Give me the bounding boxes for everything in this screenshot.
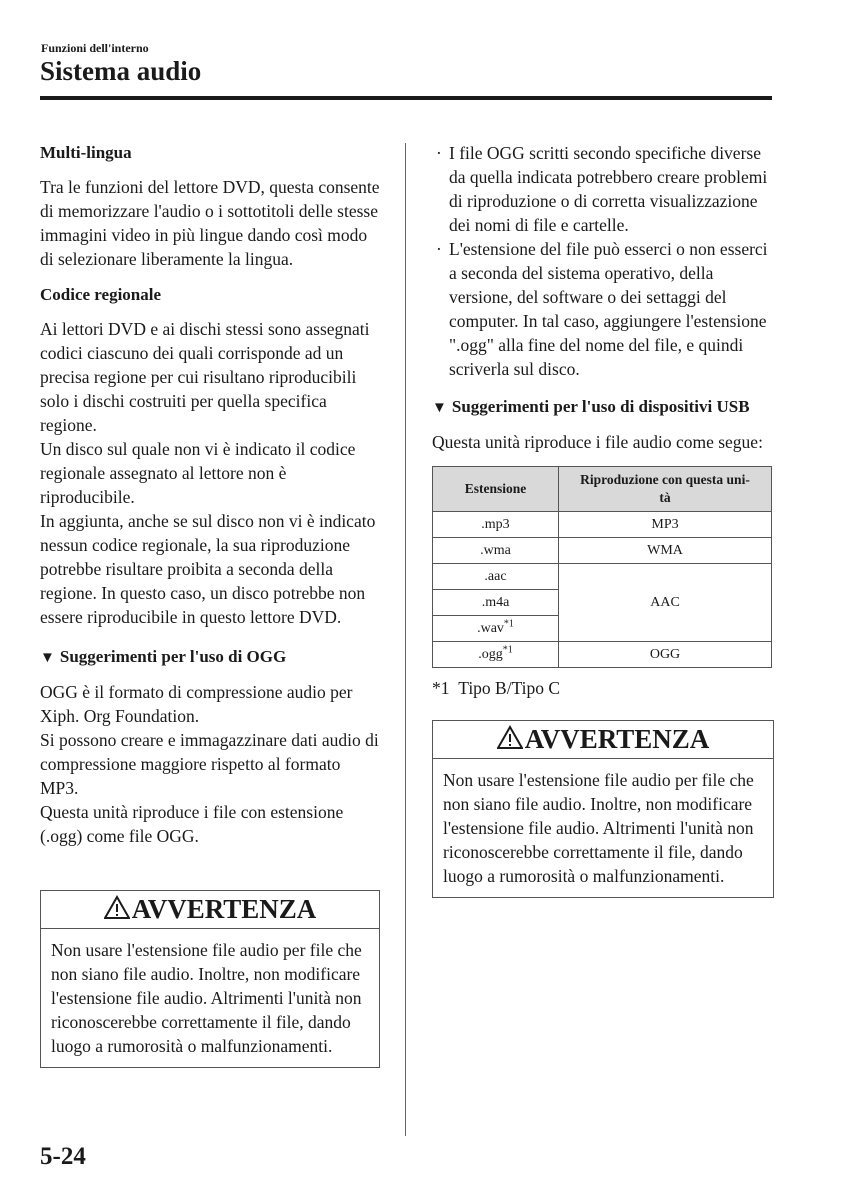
warning-box-left <box>40 890 380 1068</box>
triangle-marker-icon: ▼ <box>40 650 55 666</box>
region-heading: Codice regionale <box>40 285 162 304</box>
footnote-text: Tipo B/Tipo C <box>458 678 561 698</box>
bullet-item <box>432 141 774 237</box>
ogg-heading <box>40 645 380 670</box>
usb-heading <box>432 395 774 420</box>
cell-playback: WMA <box>559 538 772 564</box>
bullet-dot-icon: · <box>436 239 442 259</box>
bullet-item <box>432 237 774 381</box>
cell-playback-merged: AAC <box>559 564 772 642</box>
footnote-mark: *1 <box>432 678 450 698</box>
extension-text: .wav <box>477 621 504 636</box>
ogg-paragraph-3: Questa unità riproduce i file con estensione (.ogg) come file OGG. <box>40 802 344 846</box>
left-column <box>40 141 380 1068</box>
warning-box-right <box>432 720 774 898</box>
column-header-extension: Estensione <box>433 467 559 512</box>
cell-playback: OGG <box>559 642 772 668</box>
column-header-playback <box>559 467 772 512</box>
ogg-heading-text: Suggerimenti per l'uso di OGG <box>59 647 287 666</box>
warning-triangle-icon <box>497 725 523 749</box>
region-paragraph-2: Un disco sul quale non vi è indicato il codice regionale assegnato al lettore non è riproducibile. <box>40 439 356 507</box>
cell-extension <box>433 616 559 642</box>
footnote-ref: *1 <box>502 644 513 656</box>
cell-extension <box>433 642 559 668</box>
column-divider <box>405 143 406 1136</box>
triangle-marker-icon: ▼ <box>432 400 447 416</box>
cell-extension: .mp3 <box>433 512 559 538</box>
table-header-row <box>433 467 772 512</box>
file-format-table <box>432 466 772 668</box>
cell-extension: .aac <box>433 564 559 590</box>
multilingua-heading: Multi-lingua <box>40 143 132 162</box>
right-column <box>432 141 774 898</box>
footnote <box>432 676 774 700</box>
extension-text: .ogg <box>478 647 503 662</box>
cell-extension: .m4a <box>433 590 559 616</box>
table-row <box>433 512 772 538</box>
section-label: Funzioni dell'interno <box>41 41 149 55</box>
multilingua-text: Tra le funzioni del lettore DVD, questa consente di memorizzare l'audio o i sottotitoli delle stesse immagini video in più lingue dando così modo di selezionare liberamente la lingua. <box>40 177 380 269</box>
usb-intro: Questa unità riproduce i file audio come segue: <box>432 432 763 452</box>
header-line: Riproduzione con questa uni- <box>580 472 750 487</box>
warning-title: AVVERTENZA <box>524 724 710 754</box>
cell-extension: .wma <box>433 538 559 564</box>
bullet-text: I file OGG scritti secondo specifiche diverse da quella indicata potrebbero creare problemi di riproduzione o di corretta visualizzazione dei nomi di file e cartelle. <box>449 143 768 235</box>
warning-triangle-icon <box>104 895 130 919</box>
ogg-paragraph-1: OGG è il formato di compressione audio per Xiph. Org Foundation. <box>40 682 353 726</box>
region-paragraph-3: In aggiunta, anche se sul disco non vi è indicato nessun codice regionale, la sua riproduzione potrebbe risultare proibita a seconda della regione. In questo caso, un disco potrebbe non essere riproducibile in questo lettore DVD. <box>40 511 376 627</box>
page-number: 5-24 <box>40 1143 86 1170</box>
table-row <box>433 642 772 668</box>
warning-title: AVVERTENZA <box>131 894 317 924</box>
footnote-ref: *1 <box>503 618 514 630</box>
table-row <box>433 538 772 564</box>
usb-heading-text: Suggerimenti per l'uso di dispositivi USB <box>451 397 750 416</box>
warning-header <box>433 721 773 759</box>
cell-playback: MP3 <box>559 512 772 538</box>
warning-text: Non usare l'estensione file audio per file che non siano file audio. Inoltre, non modificare l'estensione file audio. Altrimenti l'unità non riconoscerebbe correttamente il file, dando luogo a rumorosità o malfunzionamenti. <box>443 770 754 886</box>
bullet-dot-icon: · <box>436 143 442 163</box>
ogg-paragraph-2: Si possono creare e immagazzinare dati audio di compressione maggiore rispetto al formato MP3. <box>40 730 379 798</box>
header-line: tà <box>659 490 671 505</box>
table-row <box>433 564 772 590</box>
warning-text: Non usare l'estensione file audio per file che non siano file audio. Inoltre, non modificare l'estensione file audio. Altrimenti l'unità non riconoscerebbe correttamente il file, dando luogo a rumorosità o malfunzionamenti. <box>51 940 362 1056</box>
bullet-text: L'estensione del file può esserci o non esserci a seconda del sistema operativo, della versione, del software o dei settaggi del computer. In tal caso, aggiungere l'estensione ".ogg" alla fine del nome del file, e quindi scriverla sul disco. <box>449 239 768 379</box>
region-paragraph-1: Ai lettori DVD e ai dischi stessi sono assegnati codici ciascuno dei quali corrisponde ad un precisa regione per cui risultano riproducibili solo i dischi costruiti per quella specifica regione. <box>40 319 370 435</box>
header-divider <box>40 96 772 100</box>
warning-header <box>41 891 379 929</box>
page-title: Sistema audio <box>40 56 202 86</box>
